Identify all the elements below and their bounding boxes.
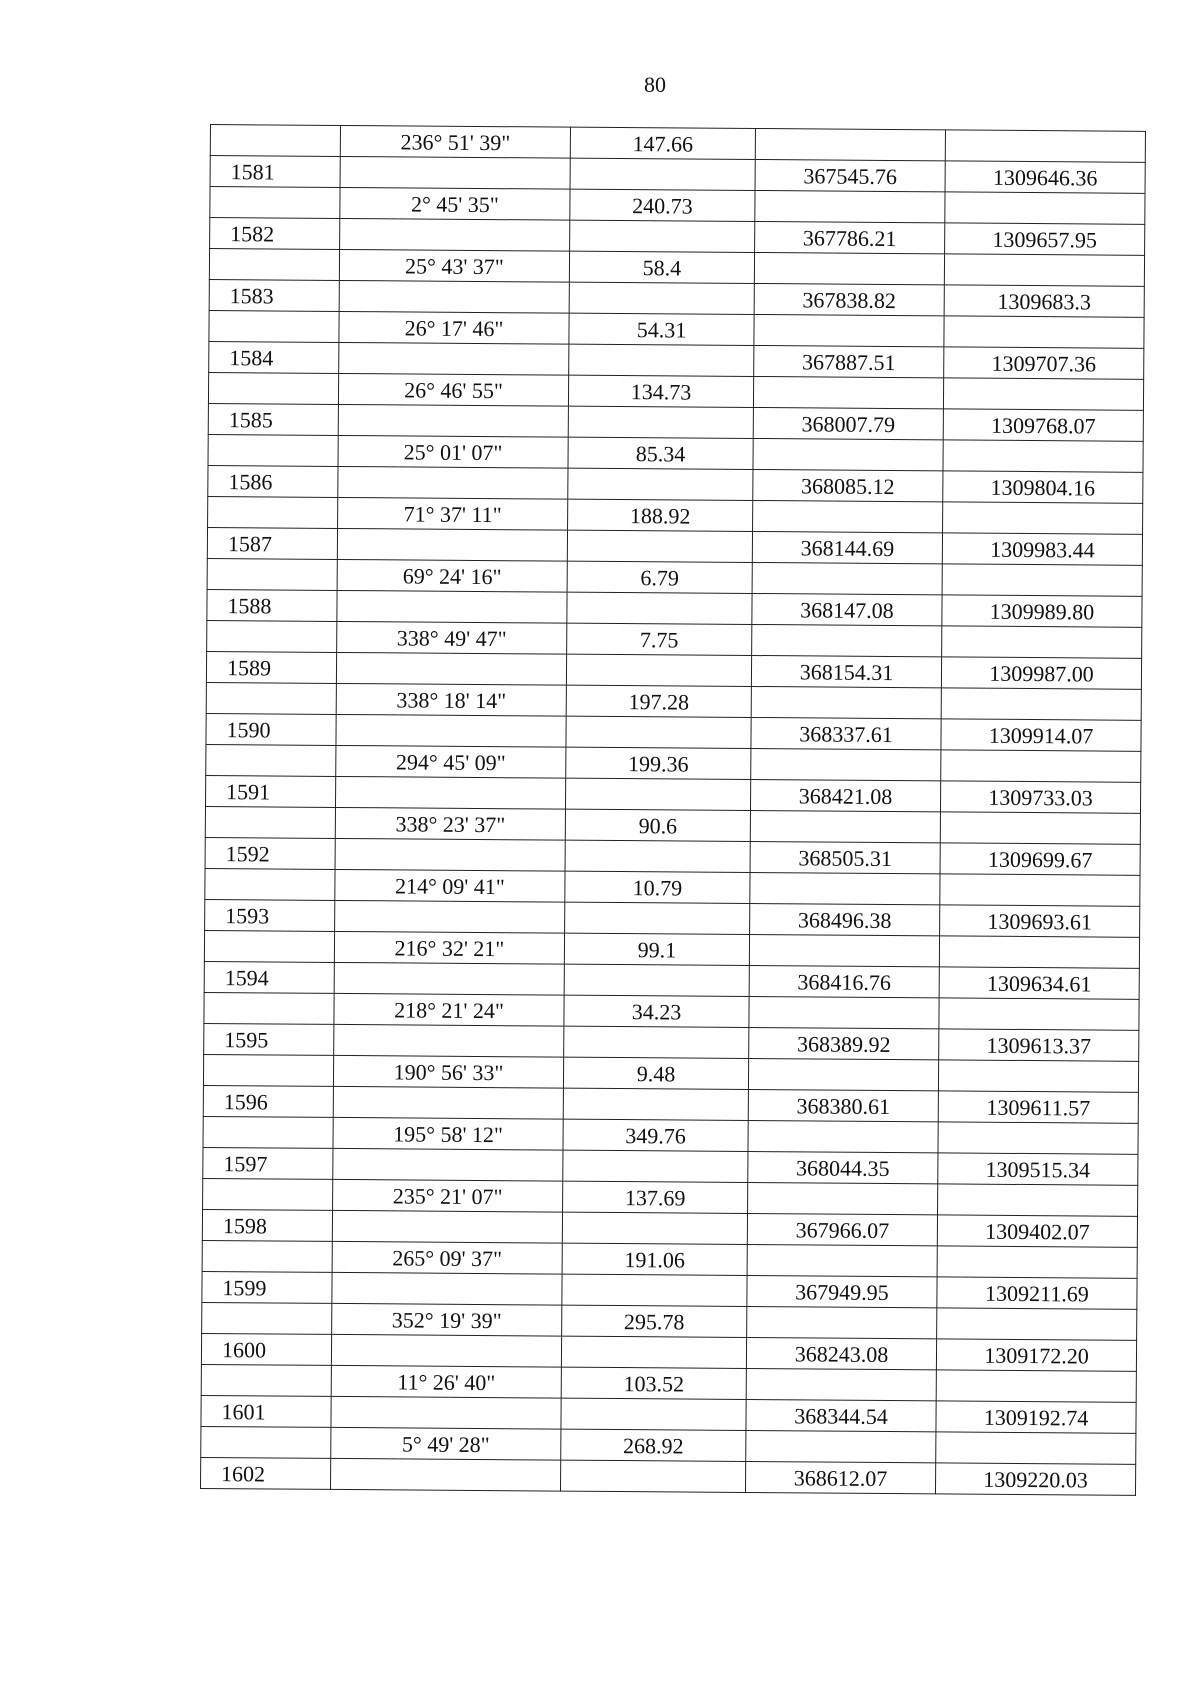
distance-cell: 9.48 — [563, 1057, 748, 1089]
distance-cell: 134.73 — [568, 375, 753, 407]
northing-cell: 1309220.03 — [935, 1463, 1135, 1495]
distance-cell: 191.06 — [562, 1243, 747, 1275]
northing-cell — [939, 936, 1139, 968]
northing-cell — [940, 874, 1140, 906]
bearing-cell — [339, 342, 569, 375]
distance-cell — [570, 158, 755, 190]
bearing-cell: 5° 49' 28" — [331, 1427, 561, 1460]
bearing-cell — [332, 1210, 562, 1243]
northing-cell — [941, 688, 1141, 720]
northing-cell: 1309733.03 — [940, 781, 1140, 813]
northing-cell: 1309707.36 — [944, 347, 1144, 379]
point-id-cell: 1596 — [203, 1085, 333, 1117]
easting-cell — [751, 686, 941, 718]
northing-cell: 1309634.61 — [939, 967, 1139, 999]
easting-cell — [753, 438, 943, 470]
point-id-cell: 1584 — [209, 341, 339, 373]
easting-cell: 368421.08 — [750, 779, 940, 811]
northing-cell — [942, 564, 1142, 596]
northing-cell — [939, 998, 1139, 1030]
point-cell — [206, 744, 336, 776]
northing-cell: 1309192.74 — [936, 1401, 1136, 1433]
bearing-cell — [337, 590, 567, 623]
distance-cell — [566, 654, 751, 686]
point-id-cell: 1599 — [202, 1271, 332, 1303]
easting-cell: 367786.21 — [755, 221, 945, 253]
point-cell — [206, 682, 336, 714]
distance-cell: 103.52 — [561, 1367, 746, 1399]
easting-cell: 368154.31 — [751, 655, 941, 687]
bearing-cell — [335, 838, 565, 871]
northing-cell: 1309211.69 — [937, 1277, 1137, 1309]
easting-cell — [746, 1368, 936, 1400]
point-id-cell: 1585 — [208, 403, 338, 435]
point-id-cell: 1589 — [206, 651, 336, 683]
easting-cell — [752, 562, 942, 594]
northing-cell — [938, 1122, 1138, 1154]
bearing-cell — [336, 652, 566, 685]
bearing-cell — [340, 156, 570, 189]
distance-cell — [570, 220, 755, 252]
distance-cell — [567, 530, 752, 562]
distance-cell: 240.73 — [570, 189, 755, 221]
point-id-cell: 1594 — [204, 961, 334, 993]
northing-cell — [943, 440, 1143, 472]
point-cell — [202, 1240, 332, 1272]
bearing-cell — [334, 1024, 564, 1057]
distance-cell — [565, 840, 750, 872]
distance-cell — [562, 1212, 747, 1244]
point-id-cell: 1600 — [201, 1333, 331, 1365]
easting-cell: 368496.38 — [750, 903, 940, 935]
bearing-cell — [331, 1396, 561, 1429]
distance-cell: 7.75 — [567, 623, 752, 655]
bearing-cell — [335, 776, 565, 809]
bearing-cell: 218° 21' 24" — [334, 993, 564, 1026]
point-id-cell: 1587 — [207, 527, 337, 559]
easting-cell: 367887.51 — [754, 345, 944, 377]
easting-cell: 368344.54 — [746, 1399, 936, 1431]
northing-cell: 1309914.07 — [941, 719, 1141, 751]
easting-cell: 368337.61 — [751, 717, 941, 749]
point-id-cell: 1586 — [208, 465, 338, 497]
bearing-cell — [338, 404, 568, 437]
easting-cell: 368147.08 — [752, 593, 942, 625]
easting-cell — [753, 500, 943, 532]
bearing-cell — [335, 900, 565, 933]
point-cell — [202, 1302, 332, 1334]
distance-cell: 349.76 — [563, 1119, 748, 1151]
northing-cell — [943, 502, 1143, 534]
northing-cell — [941, 750, 1141, 782]
northing-cell: 1309515.34 — [938, 1153, 1138, 1185]
point-cell — [204, 930, 334, 962]
easting-cell — [749, 934, 939, 966]
easting-cell — [746, 1430, 936, 1462]
northing-cell: 1309172.20 — [936, 1339, 1136, 1371]
distance-cell: 54.31 — [569, 313, 754, 345]
point-id-cell: 1583 — [209, 279, 339, 311]
northing-cell — [936, 1370, 1136, 1402]
point-id-cell: 1582 — [210, 218, 340, 250]
northing-cell — [937, 1308, 1137, 1340]
point-id-cell: 1597 — [203, 1147, 333, 1179]
easting-cell — [748, 1120, 938, 1152]
point-cell — [204, 992, 334, 1024]
easting-cell — [751, 748, 941, 780]
northing-cell — [940, 812, 1140, 844]
distance-cell — [568, 406, 753, 438]
easting-cell: 368085.12 — [753, 469, 943, 501]
distance-cell — [561, 1398, 746, 1430]
northing-cell: 1309768.07 — [943, 409, 1143, 441]
easting-cell: 368044.35 — [748, 1151, 938, 1183]
point-cell — [205, 868, 335, 900]
northing-cell — [943, 378, 1143, 410]
bearing-cell — [333, 1086, 563, 1119]
bearing-cell: 265° 09' 37" — [332, 1241, 562, 1274]
bearing-cell: 195° 58' 12" — [333, 1117, 563, 1150]
distance-cell — [560, 1460, 745, 1492]
northing-cell — [945, 192, 1145, 224]
bearing-cell: 25° 43' 37" — [339, 249, 569, 282]
northing-cell — [944, 316, 1144, 348]
northing-cell — [942, 626, 1142, 658]
easting-cell — [752, 624, 942, 656]
distance-cell — [565, 778, 750, 810]
bearing-cell: 216° 32' 21" — [334, 931, 564, 964]
distance-cell: 199.36 — [566, 747, 751, 779]
northing-cell: 1309804.16 — [943, 471, 1143, 503]
point-id-cell: 1581 — [210, 156, 340, 188]
distance-cell: 295.78 — [562, 1305, 747, 1337]
point-cell — [207, 620, 337, 652]
point-cell — [208, 496, 338, 528]
distance-cell — [563, 1088, 748, 1120]
northing-cell: 1309611.57 — [938, 1091, 1138, 1123]
bearing-cell: 352° 19' 39" — [332, 1303, 562, 1336]
point-cell — [210, 125, 340, 157]
distance-cell — [561, 1336, 746, 1368]
northing-cell: 1309699.67 — [940, 843, 1140, 875]
distance-cell — [564, 964, 749, 996]
bearing-cell: 338° 49' 47" — [337, 621, 567, 654]
northing-cell — [945, 130, 1145, 162]
easting-cell: 367838.82 — [754, 283, 944, 315]
bearing-cell: 2° 45' 35" — [340, 187, 570, 220]
distance-cell — [564, 1026, 749, 1058]
point-cell — [205, 806, 335, 838]
bearing-cell: 190° 56' 33" — [333, 1055, 563, 1088]
point-id-cell: 1590 — [206, 713, 336, 745]
bearing-cell: 338° 18' 14" — [336, 683, 566, 716]
point-cell — [201, 1364, 331, 1396]
northing-cell: 1309987.00 — [941, 657, 1141, 689]
northing-cell: 1309613.37 — [939, 1029, 1139, 1061]
distance-cell: 6.79 — [567, 561, 752, 593]
easting-cell: 368612.07 — [745, 1461, 935, 1493]
distance-cell: 99.1 — [564, 933, 749, 965]
northing-cell — [936, 1432, 1136, 1464]
distance-cell: 137.69 — [563, 1181, 748, 1213]
bearing-cell: 25° 01' 07" — [338, 435, 568, 468]
point-cell — [210, 187, 340, 219]
distance-cell: 90.6 — [565, 809, 750, 841]
easting-cell: 368007.79 — [753, 407, 943, 439]
table-body — [200, 125, 1145, 1496]
point-id-cell: 1593 — [205, 899, 335, 931]
easting-cell — [748, 1182, 938, 1214]
northing-cell: 1309983.44 — [942, 533, 1142, 565]
point-cell — [208, 434, 338, 466]
northing-cell: 1309657.95 — [945, 223, 1145, 255]
northing-cell: 1309402.07 — [937, 1215, 1137, 1247]
distance-cell — [569, 344, 754, 376]
bearing-cell: 294° 45' 09" — [336, 745, 566, 778]
easting-cell: 367949.95 — [747, 1275, 937, 1307]
distance-cell: 197.28 — [566, 685, 751, 717]
point-cell — [207, 558, 337, 590]
distance-cell: 10.79 — [565, 871, 750, 903]
distance-cell — [568, 468, 753, 500]
easting-cell — [753, 376, 943, 408]
point-id-cell: 1595 — [204, 1023, 334, 1055]
point-id-cell: 1598 — [202, 1209, 332, 1241]
easting-cell — [755, 128, 945, 160]
easting-cell — [747, 1306, 937, 1338]
bearing-cell: 26° 46' 55" — [338, 373, 568, 406]
easting-cell — [750, 810, 940, 842]
bearing-cell: 71° 37' 11" — [338, 497, 568, 530]
easting-cell — [750, 872, 940, 904]
point-cell — [203, 1116, 333, 1148]
point-cell — [208, 372, 338, 404]
bearing-cell: 69° 24' 16" — [337, 559, 567, 592]
point-id-cell: 1601 — [201, 1395, 331, 1427]
distance-cell — [566, 716, 751, 748]
distance-cell: 268.92 — [561, 1429, 746, 1461]
easting-cell: 368144.69 — [752, 531, 942, 563]
point-cell — [201, 1426, 331, 1458]
northing-cell — [944, 254, 1144, 286]
distance-cell: 188.92 — [568, 499, 753, 531]
bearing-cell: 236° 51' 39" — [340, 125, 570, 158]
distance-cell — [563, 1150, 748, 1182]
easting-cell — [755, 190, 945, 222]
northing-cell: 1309683.3 — [944, 285, 1144, 317]
bearing-cell — [340, 218, 570, 251]
easting-cell: 368505.31 — [750, 841, 940, 873]
bearing-cell — [330, 1458, 560, 1491]
bearing-cell: 26° 17' 46" — [339, 311, 569, 344]
bearing-cell — [336, 714, 566, 747]
northing-cell: 1309989.80 — [942, 595, 1142, 627]
survey-coordinates-table — [200, 124, 1146, 1496]
point-cell — [203, 1054, 333, 1086]
bearing-cell: 214° 09' 41" — [335, 869, 565, 902]
easting-cell — [749, 996, 939, 1028]
distance-cell — [562, 1274, 747, 1306]
easting-cell: 368416.76 — [749, 965, 939, 997]
point-id-cell: 1591 — [205, 775, 335, 807]
easting-cell: 368380.61 — [748, 1089, 938, 1121]
northing-cell: 1309646.36 — [945, 161, 1145, 193]
bearing-cell — [334, 962, 564, 995]
distance-cell: 58.4 — [569, 251, 754, 283]
northing-cell — [938, 1060, 1138, 1092]
northing-cell: 1309693.61 — [940, 905, 1140, 937]
easting-cell — [748, 1058, 938, 1090]
point-id-cell: 1588 — [207, 589, 337, 621]
distance-cell: 34.23 — [564, 995, 749, 1027]
northing-cell — [938, 1184, 1138, 1216]
easting-cell: 368243.08 — [746, 1337, 936, 1369]
northing-cell — [937, 1246, 1137, 1278]
easting-cell: 367966.07 — [747, 1213, 937, 1245]
easting-cell — [754, 252, 944, 284]
page-number: 80 — [644, 72, 666, 97]
easting-cell — [754, 314, 944, 346]
bearing-cell — [331, 1334, 561, 1367]
point-cell — [203, 1178, 333, 1210]
distance-cell — [569, 282, 754, 314]
point-cell — [209, 310, 339, 342]
bearing-cell: 11° 26' 40" — [331, 1365, 561, 1398]
point-id-cell: 1592 — [205, 837, 335, 869]
distance-cell — [565, 902, 750, 934]
bearing-cell — [332, 1272, 562, 1305]
distance-cell: 147.66 — [570, 127, 755, 159]
bearing-cell: 338° 23' 37" — [335, 807, 565, 840]
bearing-cell — [339, 280, 569, 313]
bearing-cell — [337, 528, 567, 561]
bearing-cell — [333, 1148, 563, 1181]
easting-cell: 367545.76 — [755, 159, 945, 191]
easting-cell: 368389.92 — [749, 1027, 939, 1059]
point-id-cell: 1602 — [200, 1457, 330, 1489]
distance-cell — [567, 592, 752, 624]
bearing-cell: 235° 21' 07" — [333, 1179, 563, 1212]
point-row — [200, 1457, 1135, 1495]
bearing-cell — [338, 466, 568, 499]
distance-cell: 85.34 — [568, 437, 753, 469]
easting-cell — [747, 1244, 937, 1276]
point-cell — [209, 249, 339, 281]
